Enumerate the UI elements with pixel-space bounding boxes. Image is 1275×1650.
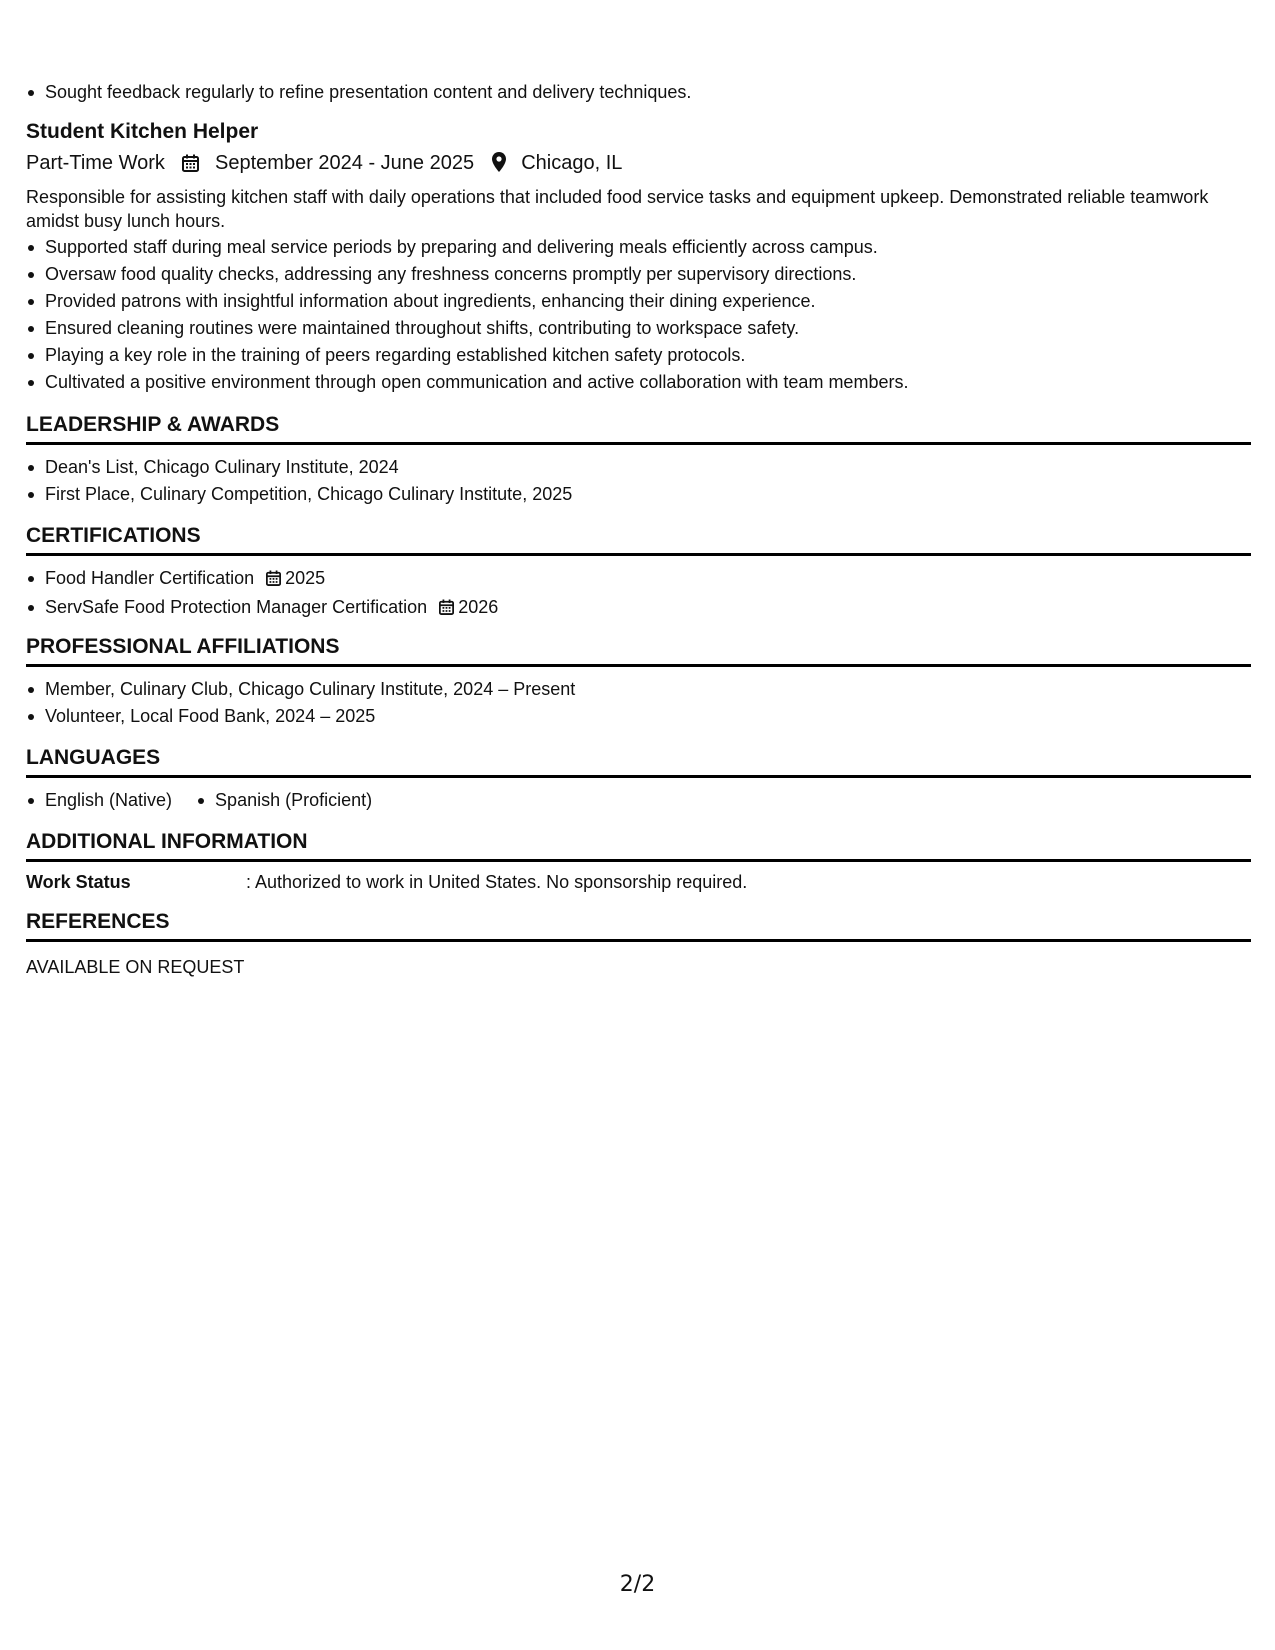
section-heading-references: REFERENCES xyxy=(26,909,1251,942)
list-item: Sought feedback regularly to refine presentation content and delivery techniques. xyxy=(26,79,691,106)
calendar-icon xyxy=(182,153,199,179)
job-dates: September 2024 - June 2025 xyxy=(215,152,475,174)
list-item: Member, Culinary Club, Chicago Culinary Institute, 2024 – Present xyxy=(26,676,575,703)
list-item: Spanish (Proficient) xyxy=(196,787,372,814)
job-title: Student Kitchen Helper xyxy=(26,120,259,143)
job-meta xyxy=(26,150,622,179)
job-bullets xyxy=(26,234,908,396)
certifications-list xyxy=(26,565,498,623)
list-item: Oversaw food quality checks, addressing any freshness concerns promptly per supervisory directions. xyxy=(26,261,908,288)
list-item xyxy=(26,594,498,623)
list-item: Dean's List, Chicago Culinary Institute, 2024 xyxy=(26,454,572,481)
work-status-value: : Authorized to work in United States. No sponsorship required. xyxy=(246,872,748,892)
list-item: English (Native) xyxy=(26,787,172,814)
certification-year: 2025 xyxy=(285,568,326,588)
calendar-icon xyxy=(266,567,281,594)
affiliations-list xyxy=(26,676,575,730)
job-type: Part-Time Work xyxy=(26,152,165,174)
list-item: Playing a key role in the training of peers regarding established kitchen safety protocols. xyxy=(26,342,908,369)
list-item: Supported staff during meal service periods by preparing and delivering meals efficiently across campus. xyxy=(26,234,908,261)
work-status-row xyxy=(26,870,747,894)
list-item: Ensured cleaning routines were maintained throughout shifts, contributing to workspace safety. xyxy=(26,315,908,342)
references-text: AVAILABLE ON REQUEST xyxy=(26,957,245,977)
list-item: First Place, Culinary Competition, Chicago Culinary Institute, 2025 xyxy=(26,481,572,508)
section-heading-leadership: LEADERSHIP & AWARDS xyxy=(26,412,1251,445)
section-heading-affiliations: PROFESSIONAL AFFILIATIONS xyxy=(26,634,1251,667)
job-location: Chicago, IL xyxy=(521,152,623,174)
list-item: Provided patrons with insightful information about ingredients, enhancing their dining experience. xyxy=(26,288,908,315)
section-heading-additional-information: ADDITIONAL INFORMATION xyxy=(26,829,1251,862)
certification-name: ServSafe Food Protection Manager Certification xyxy=(45,597,428,617)
section-heading-languages: LANGUAGES xyxy=(26,745,1251,778)
map-pin-icon xyxy=(492,152,506,179)
list-item: Cultivated a positive environment through open communication and active collaboration with team members. xyxy=(26,369,908,396)
certification-year: 2026 xyxy=(458,597,499,617)
previous-job-bullets xyxy=(26,79,691,106)
leadership-list xyxy=(26,454,572,508)
list-item xyxy=(26,565,498,594)
calendar-icon xyxy=(439,596,454,623)
languages-list xyxy=(26,787,396,814)
page-number: 2/2 xyxy=(619,1572,656,1597)
section-heading-certifications: CERTIFICATIONS xyxy=(26,523,1251,556)
certification-name: Food Handler Certification xyxy=(45,568,255,588)
list-item: Volunteer, Local Food Bank, 2024 – 2025 xyxy=(26,703,575,730)
job-description: Responsible for assisting kitchen staff with daily operations that included food service tasks and equipment upkeep. Demonstrated reliable teamwork amidst busy lunch hours. xyxy=(26,187,1209,231)
work-status-label: Work Status xyxy=(26,872,131,892)
